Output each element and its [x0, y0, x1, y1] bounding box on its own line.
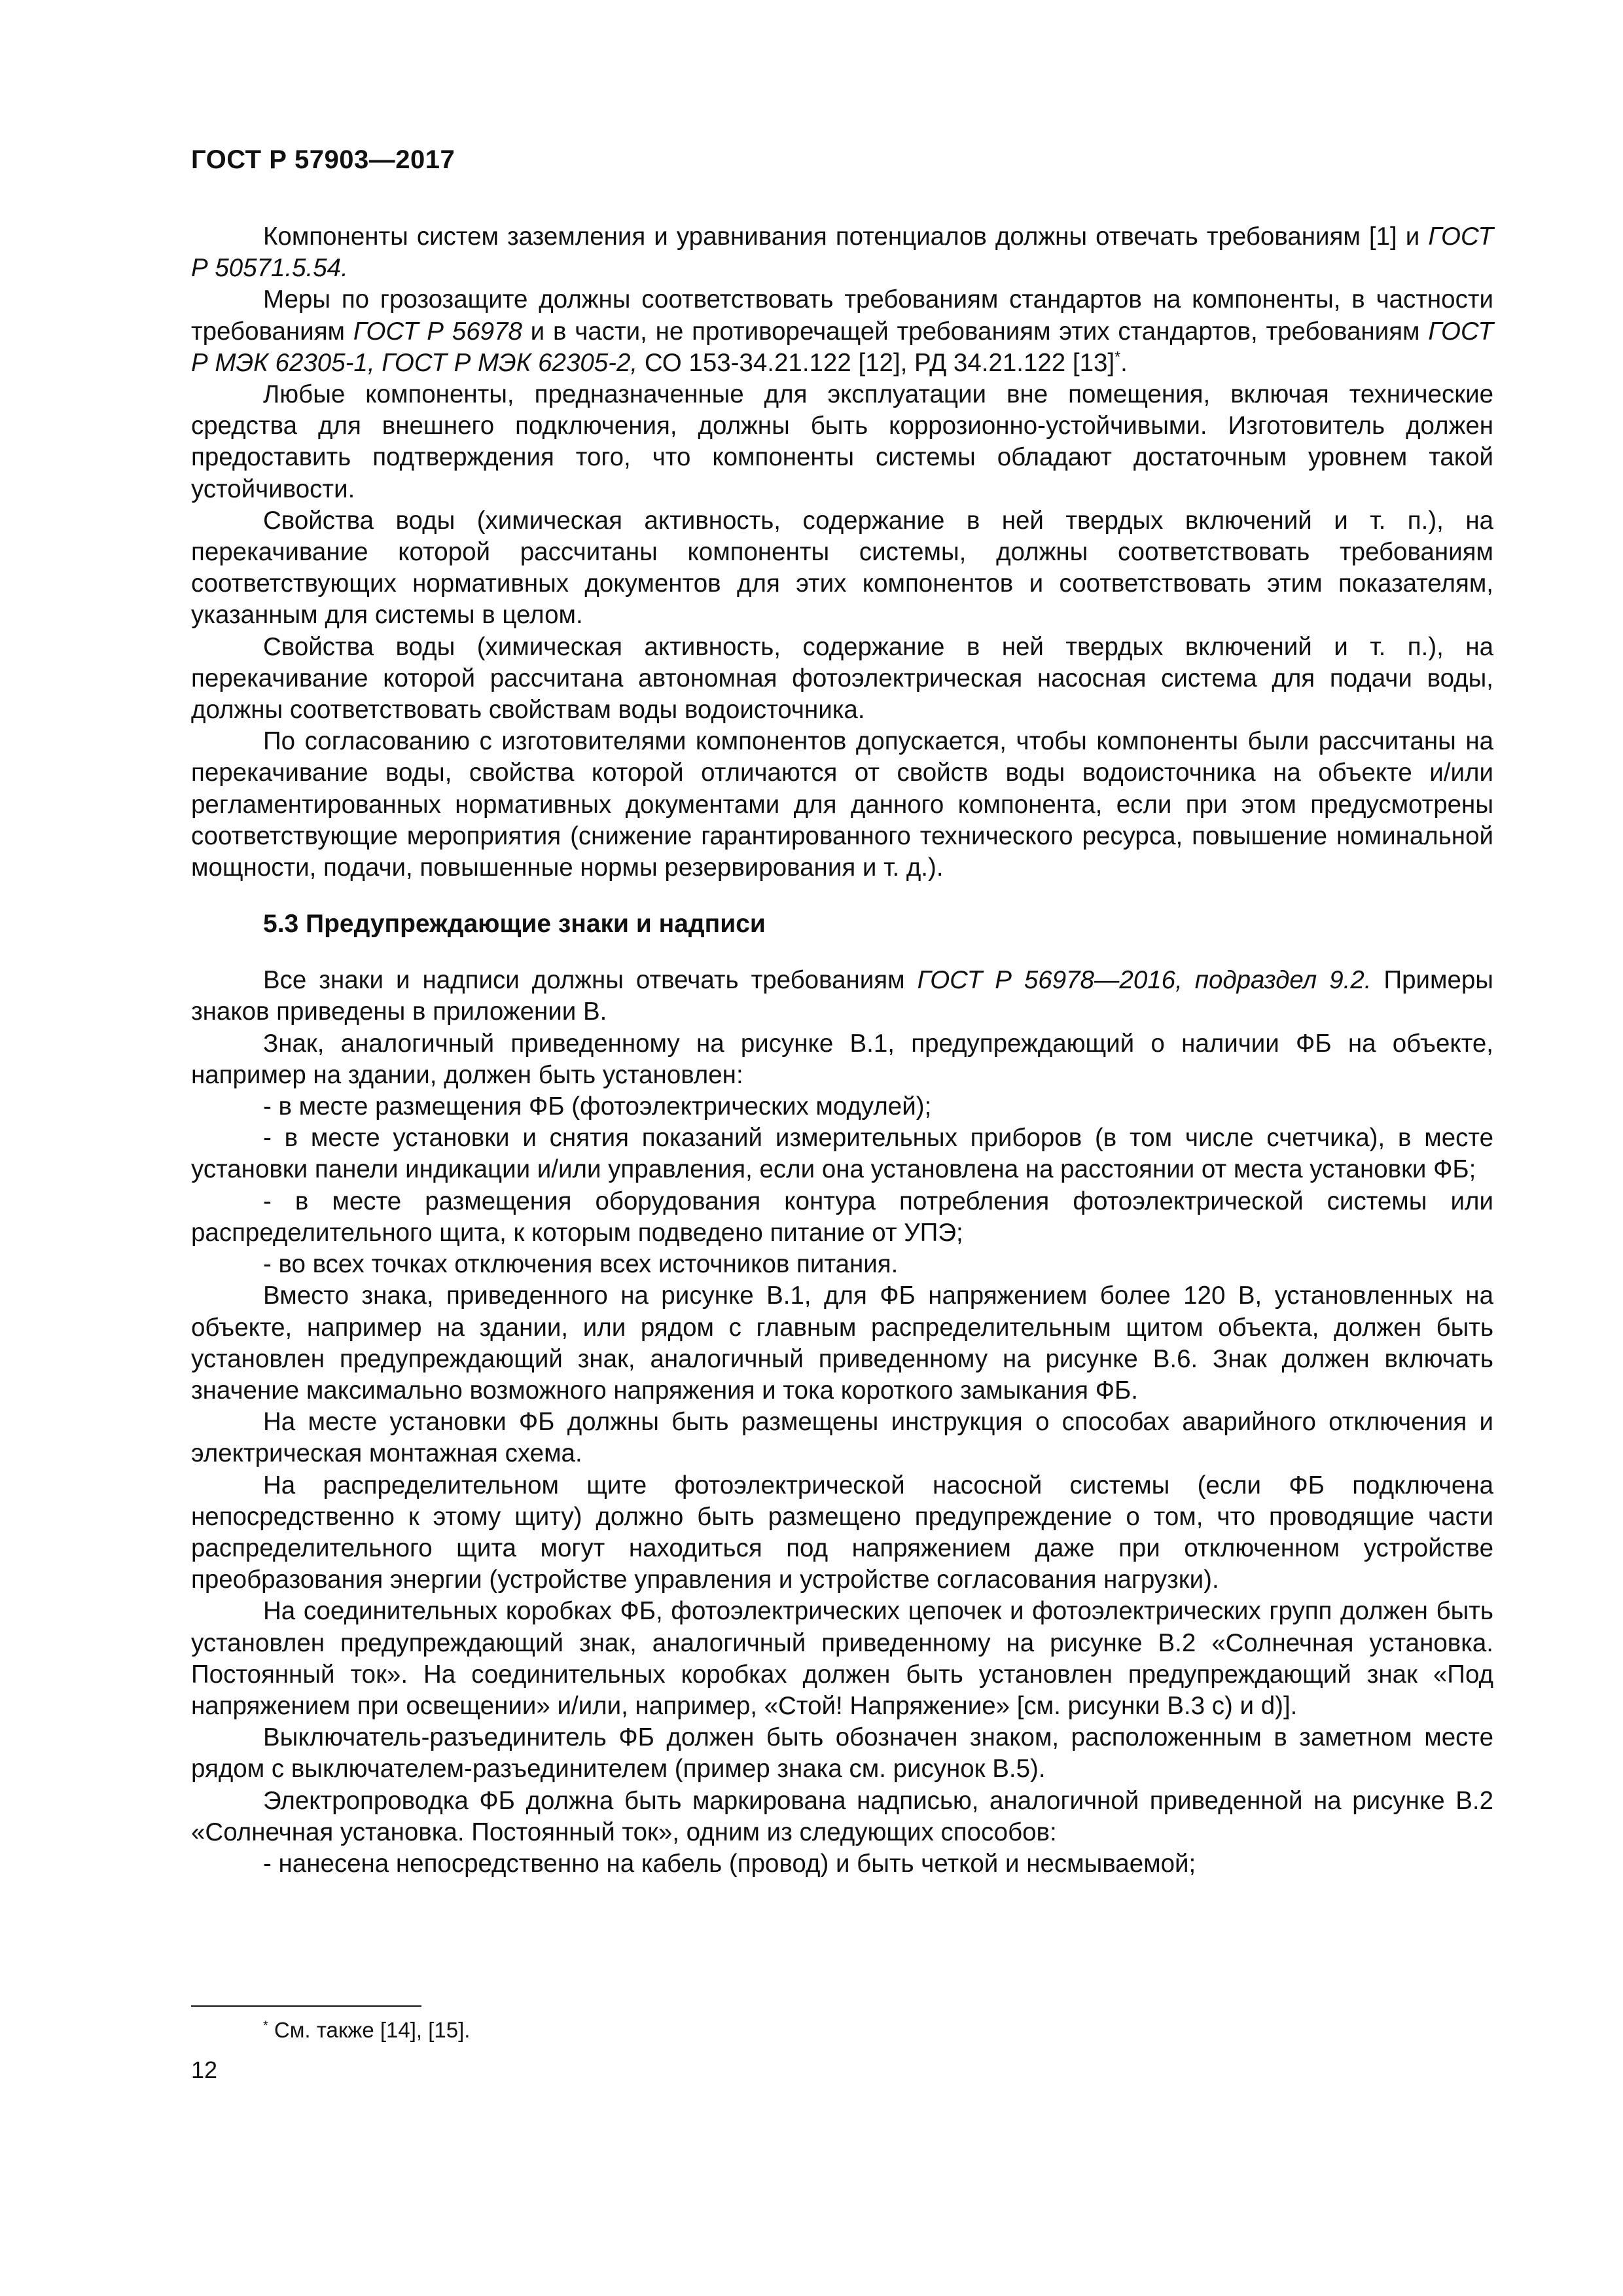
paragraph-junction-boxes: На соединительных коробках ФБ, фотоэлектрических цепочек и фотоэлектрических групп должен быть установлен предупреждающий знак, аналогичный приведенному на рисунке В.2 «Солнечная установка. Постоянный ток». На соединительных коробках должен быть установлен предупреждающий знак «Под напряжением при освещении» и/или, например, «Стой! Напряжение» [см. рисунки В.3 с) и d)].	[191, 1597, 1493, 1720]
list-item: - нанесена непосредственно на кабель (провод) и быть четкой и несмываемой;	[263, 1849, 1196, 1878]
paragraph-sign-placement: Знак, аналогичный приведенному на рисунке В.1, предупреждающий о наличии ФБ на объекте, например на здании, должен быть установлен:	[191, 1029, 1493, 1089]
paragraph-distribution-board: На распределительном щите фотоэлектрической насосной системы (если ФБ подключена непосредственно к этому щиту) должно быть размещено предупреждение о том, что проводящие части распределительного щита могут находиться под напряжением даже при отключенном устройстве преобразования энергии (устройстве управления и устройстве согласования нагрузки).	[191, 1471, 1493, 1594]
paragraph-emergency-instructions: На месте установки ФБ должны быть размещены инструкция о способах аварийного отключения и электрическая монтажная схема.	[191, 1408, 1493, 1468]
footnote-marker: *	[263, 2018, 268, 2033]
list-item: - во всех точках отключения всех источников питания.	[263, 1250, 899, 1279]
document-header: ГОСТ Р 57903—2017	[191, 145, 455, 174]
page-number: 12	[191, 2056, 218, 2083]
list-item: - в месте размещения ФБ (фотоэлектрических модулей);	[263, 1092, 932, 1121]
paragraph-lightning-protection: Меры по грозозащите должны соответствовать требованиям стандартов на компоненты, в частности требованиям ГОСТ Р 56978 и в части, не противоречащей требованиям этих стандартов, требованиям ГОСТ Р МЭК 62305-1, ГОСТ Р МЭК 62305-2, СО 153-34.21.122 [12], РД 34.21.122 [13]*.	[191, 285, 1493, 377]
list-item: - в месте установки и снятия показаний измерительных приборов (в том числе счетчика), в месте установки панели индикации и/или управления, если она установлена на расстоянии от места установки ФБ;	[191, 1124, 1493, 1184]
paragraph-water-properties-components: Свойства воды (химическая активность, содержание в ней твердых включений и т. п.), на перекачивание которой рассчитаны компоненты системы, должны соответствовать требованиям соответствующих нормативных документов для этих компонентов и соответствовать этим показателям, указанным для системы в целом.	[191, 506, 1493, 630]
footnote: * См. также [14], [15].	[263, 2018, 471, 2042]
standard-reference: ГОСТ Р 56978—2016, подраздел 9.2.	[917, 966, 1372, 995]
standard-reference: ГОСТ Р 56978	[353, 317, 522, 346]
paragraph-disconnector: Выключатель-разъединитель ФБ должен быть обозначен знаком, расположенным в заметном месте рядом с выключателем-разъединителем (пример знака см. рисунок В.5).	[191, 1723, 1493, 1784]
paragraph-high-voltage-sign: Вместо знака, приведенного на рисунке В.1, для ФБ напряжением более 120 В, установленных на объекте, например на здании, или рядом с главным распределительным щитом объекта, должен быть установлен предупреждающий знак, аналогичный приведенному на рисунке В.6. Знак должен включать значение максимально возможного напряжения и тока короткого замыкания ФБ.	[191, 1282, 1493, 1405]
paragraph-manufacturer-agreement: По согласованию с изготовителями компонентов допускается, чтобы компоненты были рассчитаны на перекачивание воды, свойства которой отличаются от свойств воды водоисточника на объекте и/или регламентированных нормативных документами для данного компонента, если при этом предусмотрены соответствующие мероприятия (снижение гарантированного технического ресурса, повышение номинальной мощности, подачи, повышенные нормы резервирования и т. д.).	[191, 727, 1493, 882]
paragraph-grounding: Компоненты систем заземления и уравнивания потенциалов должны отвечать требованиям [1] и ГОСТ Р 50571.5.54.	[191, 223, 1493, 283]
document-body	[191, 221, 1493, 1880]
paragraph-water-properties-system: Свойства воды (химическая активность, содержание в ней твердых включений и т. п.), на перекачивание которой рассчитана автономная фотоэлектрическая насосная система для подачи воды, должны соответствовать свойствам воды водоисточника.	[191, 632, 1493, 725]
paragraph-signs-requirements: Все знаки и надписи должны отвечать требованиям ГОСТ Р 56978—2016, подраздел 9.2. Примеры знаков приведены в приложении В.	[191, 966, 1493, 1026]
list-item: - в месте размещения оборудования контура потребления фотоэлектрической системы или распределительного щита, к которым подведено питание от УПЭ;	[191, 1187, 1493, 1247]
footnote-divider	[191, 2005, 421, 2007]
footnote-marker: *	[1115, 348, 1121, 365]
section-heading: 5.3 Предупреждающие знаки и надписи	[263, 910, 766, 939]
standard-reference: ГОСТ Р МЭК 62305-1, ГОСТ Р МЭК 62305-2,	[191, 317, 1493, 377]
standard-reference: ГОСТ Р 50571.5.54.	[191, 223, 1493, 283]
paragraph-wiring-marking: Электропроводка ФБ должна быть маркирована надписью, аналогичной приведенной на рисунке В.2 «Солнечная установка. Постоянный ток», одним из следующих способов:	[191, 1786, 1493, 1846]
paragraph-corrosion: Любые компоненты, предназначенные для эксплуатации вне помещения, включая технические средства для внешнего подключения, должны быть коррозионно-устойчивыми. Изготовитель должен предоставить подтверждения того, что компоненты системы обладают достаточным уровнем такой устойчивости.	[191, 380, 1493, 503]
